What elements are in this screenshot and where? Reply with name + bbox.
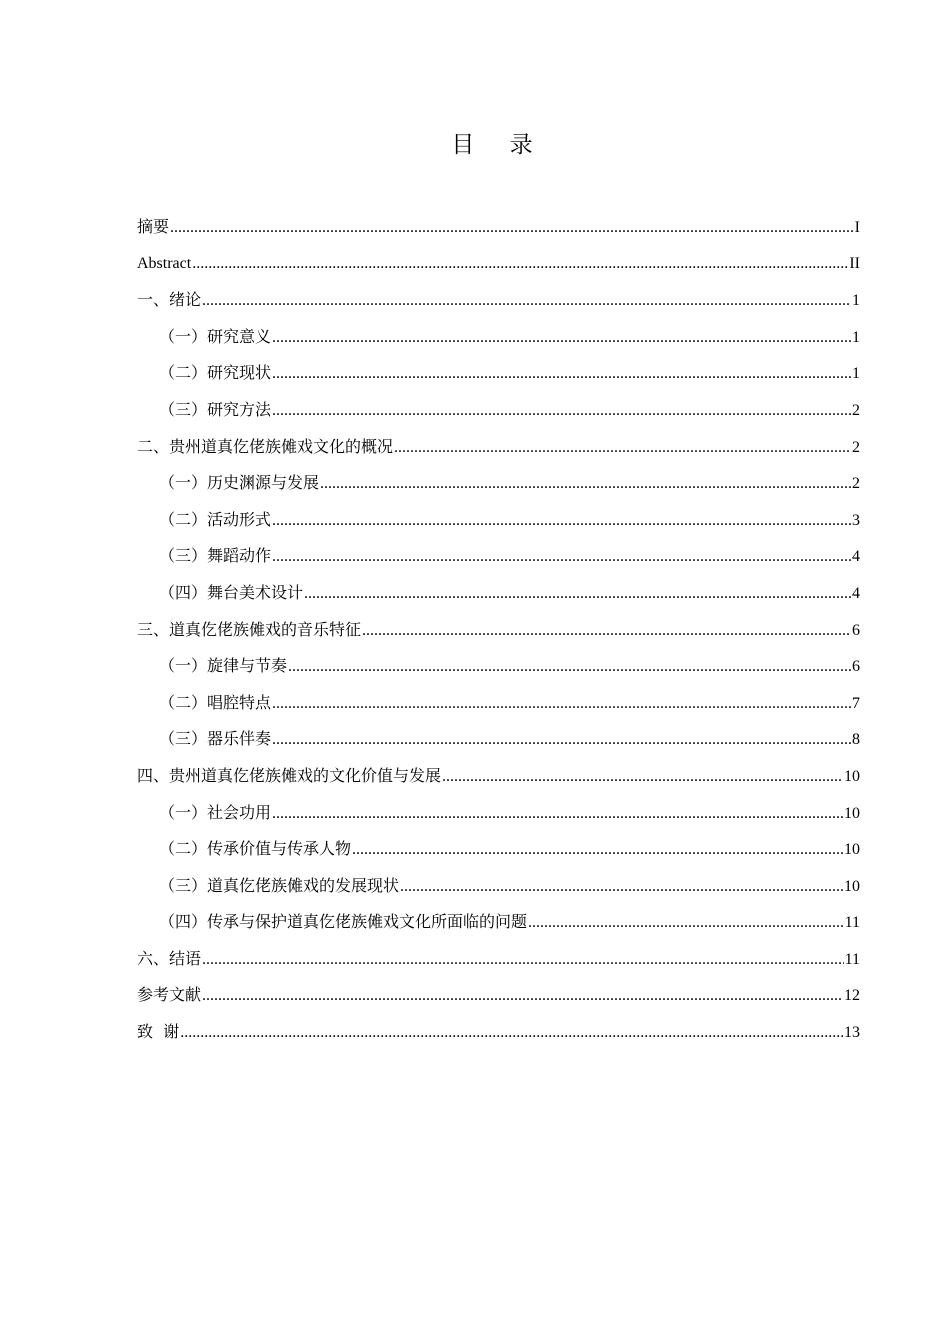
toc-entry-page: II [849, 254, 860, 272]
toc-entry[interactable] [137, 654, 860, 691]
toc-entry-label: 一、绪论 [137, 290, 202, 310]
toc-entry[interactable] [137, 691, 860, 728]
toc-entry-label: 参考文献 [137, 985, 202, 1005]
toc-entry[interactable] [137, 581, 860, 618]
toc-entry[interactable] [137, 508, 860, 545]
toc-entry-label: （三）道真仡佬族傩戏的发展现状 [159, 875, 400, 895]
toc-entry[interactable] [137, 837, 860, 874]
dot-leader [170, 216, 854, 240]
dot-leader [362, 619, 851, 643]
dot-leader [202, 984, 843, 1008]
dot-leader [394, 436, 851, 460]
dot-leader [272, 802, 843, 826]
toc-entry[interactable] [137, 801, 860, 838]
toc-entry-label: 二、贵州道真仡佬族傩戏文化的概况 [137, 436, 394, 456]
toc-entry[interactable] [137, 361, 860, 398]
toc-entry[interactable] [137, 288, 860, 325]
toc-entry-page: 1 [852, 328, 860, 346]
toc-entry-label: （二）唱腔特点 [159, 692, 272, 712]
dot-leader [180, 1021, 843, 1045]
toc-entry-label: 四、贵州道真仡佬族傩戏的文化价值与发展 [137, 765, 442, 785]
toc-entry-label: （三）舞蹈动作 [159, 546, 272, 566]
toc-entry-label: （四）舞台美术设计 [159, 582, 304, 602]
toc-entry-label: 六、结语 [137, 948, 202, 968]
dot-leader [272, 509, 851, 533]
toc-entry-label: （一）历史渊源与发展 [159, 473, 320, 493]
toc-entry[interactable] [137, 910, 860, 947]
toc-entry-page: 10 [844, 767, 860, 785]
toc-entry-page: 2 [852, 401, 860, 419]
dot-leader [272, 399, 851, 423]
dot-leader [272, 728, 851, 752]
toc-entry-page: 10 [844, 804, 860, 822]
toc-entry-label: （四）传承与保护道真仡佬族傩戏文化所面临的问题 [159, 912, 528, 932]
dot-leader [304, 582, 851, 606]
toc-entry[interactable] [137, 764, 860, 801]
toc-entry-label: （二）研究现状 [159, 363, 272, 383]
dot-leader [192, 252, 848, 276]
toc-entry[interactable] [137, 618, 860, 655]
dot-leader [442, 765, 843, 789]
toc-entry-page: 4 [852, 548, 860, 566]
toc-entry-page: 1 [852, 365, 860, 383]
dot-leader [272, 326, 851, 350]
toc-entry-page: 1 [852, 292, 860, 310]
toc-entry[interactable] [137, 252, 860, 289]
toc-entry[interactable] [137, 435, 860, 472]
dot-leader [352, 838, 843, 862]
dot-leader [272, 692, 851, 716]
toc-entry-page: 2 [852, 438, 860, 456]
toc-entry-page: 10 [844, 877, 860, 895]
toc-title: 目 录 [451, 132, 547, 158]
toc-entry[interactable] [137, 215, 860, 252]
dot-leader [272, 362, 851, 386]
dot-leader [202, 948, 844, 972]
dot-leader [202, 289, 851, 313]
toc-entry-page: 13 [844, 1024, 860, 1042]
toc-entry-label: （一）旋律与节奏 [159, 656, 288, 676]
toc-entry-label: （二）活动形式 [159, 509, 272, 529]
toc-entry[interactable] [137, 544, 860, 581]
toc-entry[interactable] [137, 471, 860, 508]
dot-leader [272, 545, 851, 569]
toc-entry-page: 6 [852, 658, 860, 676]
toc-entry[interactable] [137, 947, 860, 984]
toc-entry-page: 8 [852, 731, 860, 749]
toc-entry[interactable] [137, 874, 860, 911]
toc-entry-page: 4 [852, 584, 860, 602]
toc-entry-label: 致 谢 [137, 1022, 180, 1042]
dot-leader [528, 911, 844, 935]
toc-entry-page: 12 [844, 987, 860, 1005]
toc-entry-label: （二）传承价值与传承人物 [159, 839, 352, 859]
toc-entry[interactable] [137, 398, 860, 435]
toc-entry-page: 6 [852, 621, 860, 639]
toc-entry-page: 11 [844, 950, 860, 968]
toc-entry-page: 3 [852, 511, 860, 529]
toc-entry-label: 三、道真仡佬族傩戏的音乐特征 [137, 619, 362, 639]
toc-entry[interactable] [137, 325, 860, 362]
toc-entry-page: 10 [844, 841, 860, 859]
toc-entry-label: （三）器乐伴奏 [159, 729, 272, 749]
toc-entry-label: 摘要 [137, 217, 170, 236]
toc-entry-label: Abstract [137, 254, 192, 272]
toc-entry[interactable] [137, 1020, 860, 1057]
toc-entry-label: （三）研究方法 [159, 399, 272, 419]
dot-leader [288, 655, 851, 679]
dot-leader [320, 472, 851, 496]
toc-entry-page: I [854, 219, 860, 236]
toc-entry-page: 11 [844, 914, 860, 932]
toc-entry-label: （一）社会功用 [159, 802, 272, 822]
dot-leader [400, 875, 843, 899]
toc-entry-label: （一）研究意义 [159, 326, 272, 346]
table-of-contents [137, 215, 860, 1057]
toc-entry-page: 7 [852, 694, 860, 712]
toc-entry-page: 2 [852, 475, 860, 493]
toc-entry[interactable] [137, 983, 860, 1020]
toc-entry[interactable] [137, 727, 860, 764]
